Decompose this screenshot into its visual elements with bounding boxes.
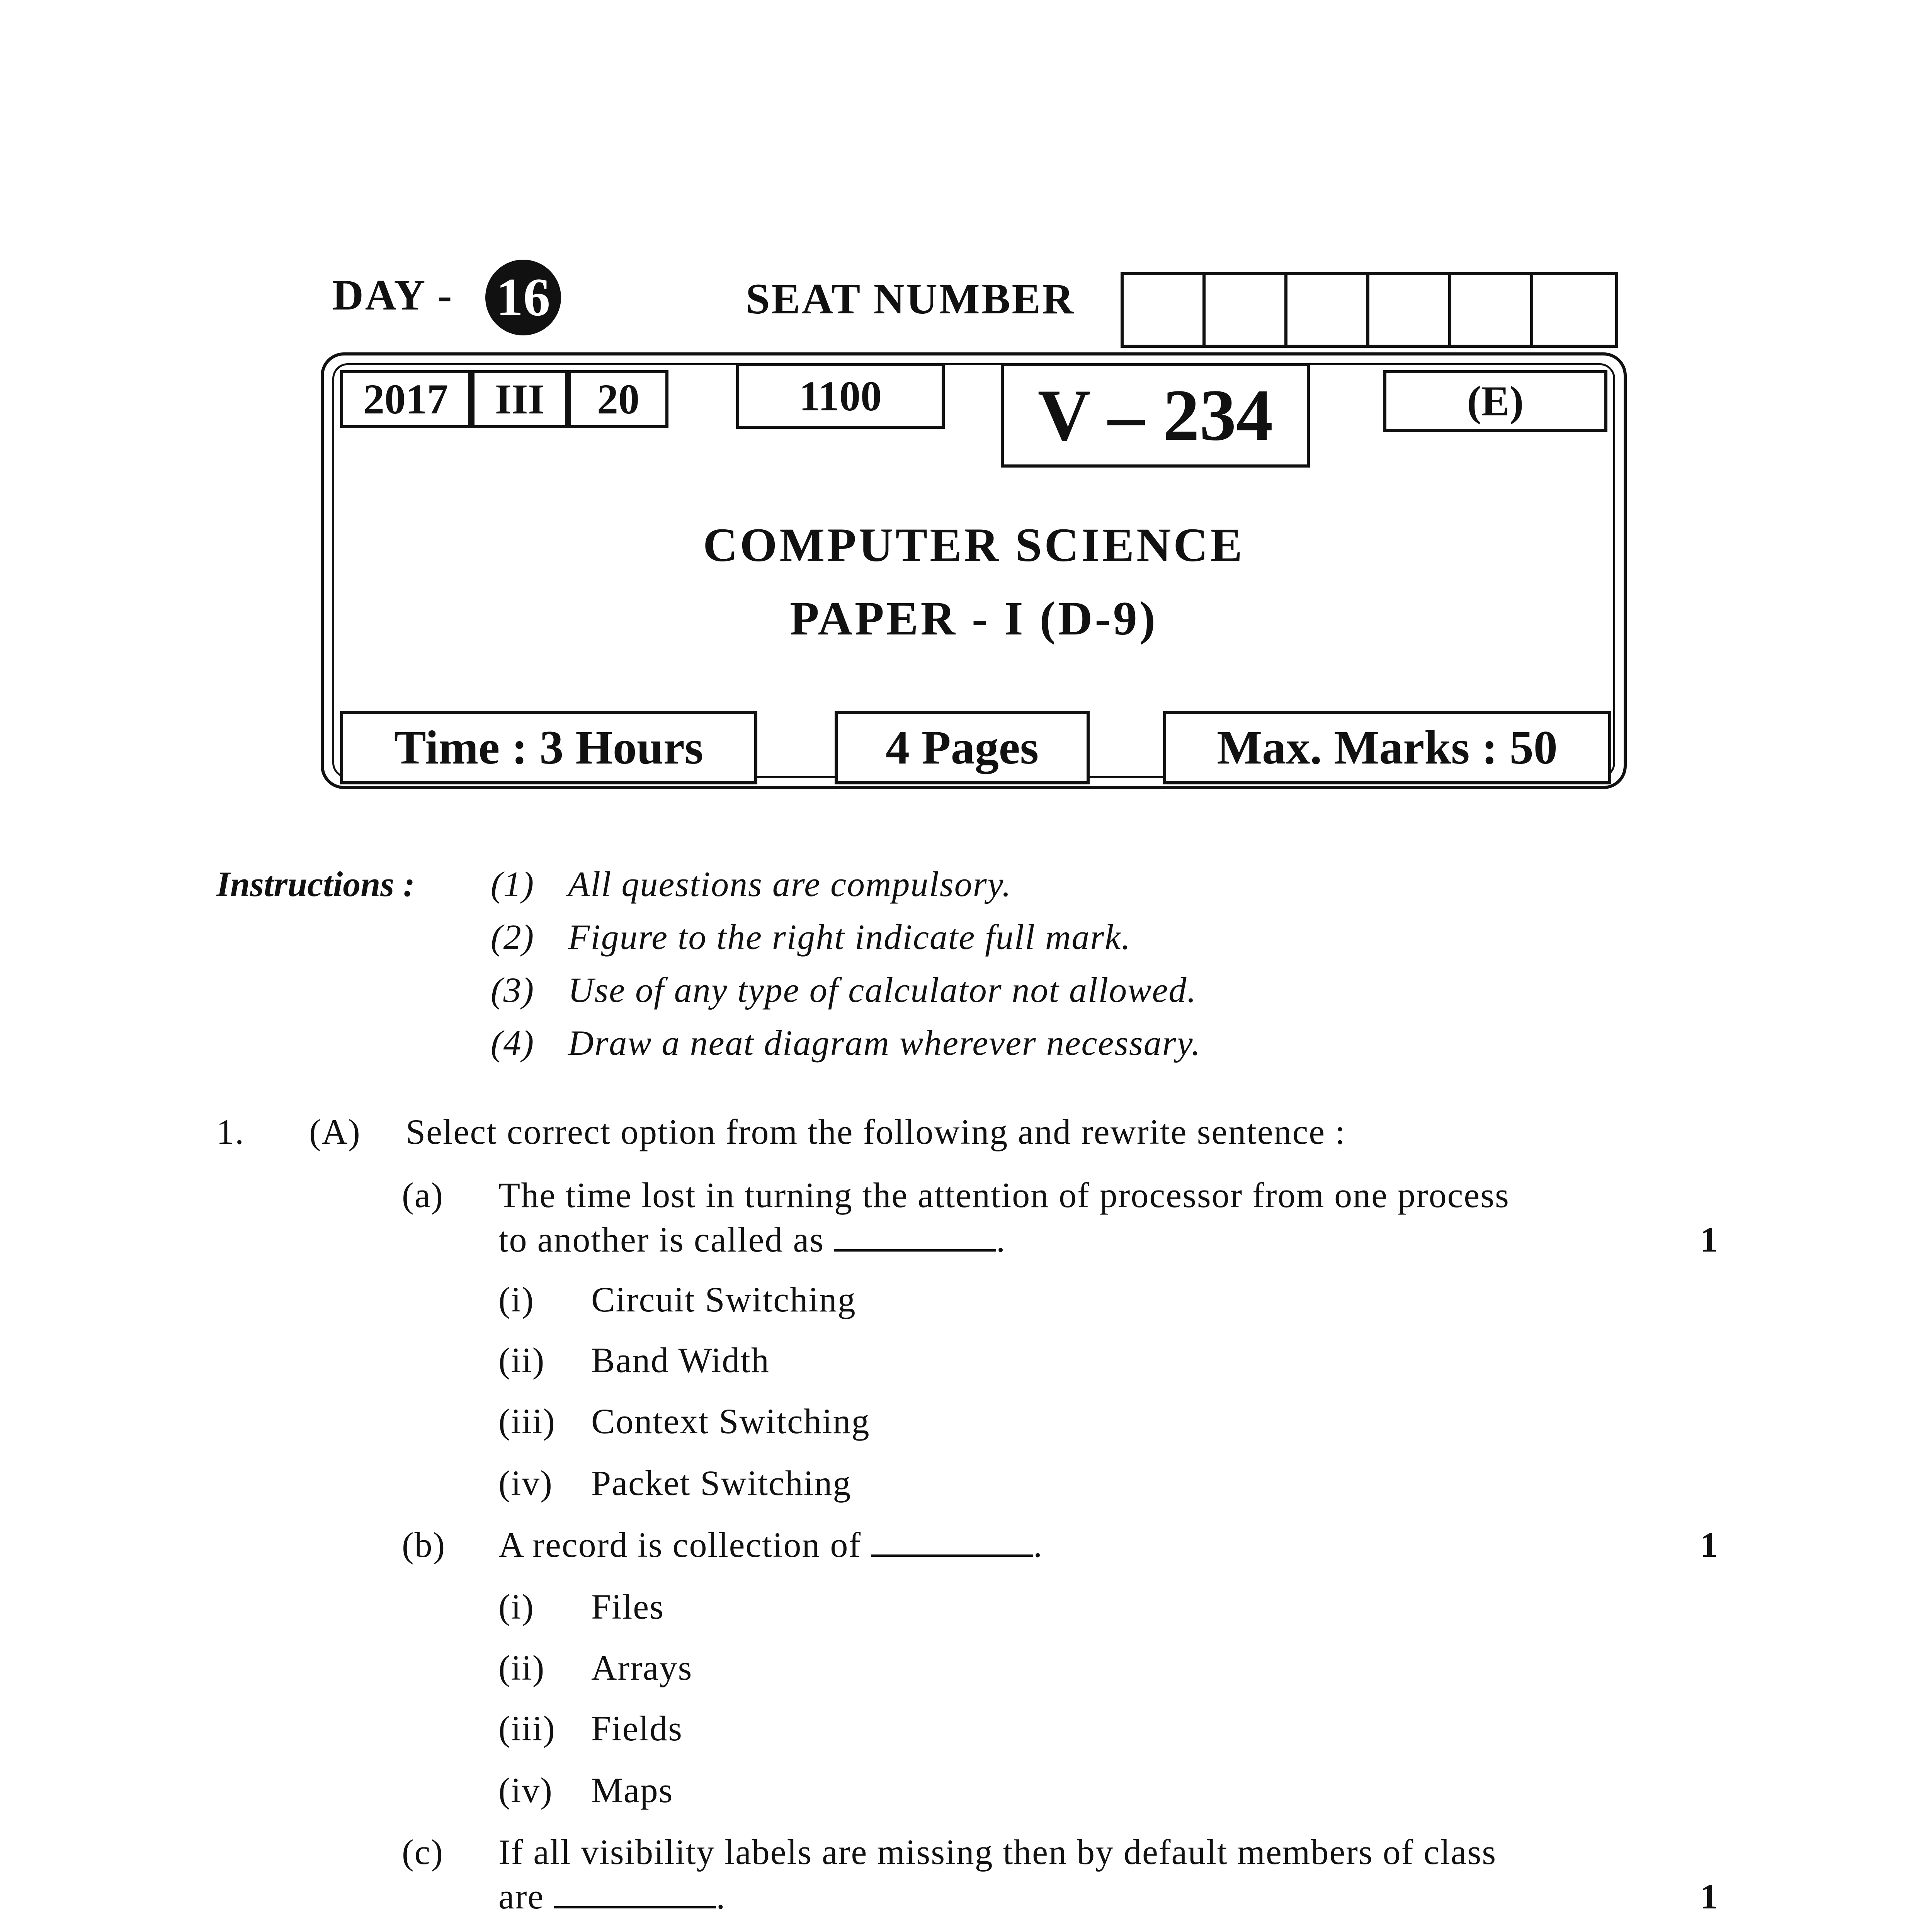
paper-code: V – 234 [1001, 363, 1310, 468]
sub-question-text-line2 [498, 1876, 726, 1917]
exam-year: 2017 [340, 370, 471, 428]
question-part: (A) [309, 1112, 361, 1151]
option-number: (iii) [498, 1709, 556, 1748]
day-label: DAY - [332, 271, 454, 319]
option-number: (ii) [498, 1340, 545, 1380]
exam-month: III [471, 370, 568, 428]
exam-time-code: 1100 [736, 363, 945, 429]
instruction-number: (1) [491, 864, 535, 904]
sub-question-text: are [498, 1877, 544, 1916]
option-number: (iv) [498, 1770, 553, 1810]
seat-digit-box [1369, 275, 1451, 345]
subject-title: COMPUTER SCIENCE [703, 519, 1245, 571]
option-text: Maps [591, 1770, 673, 1810]
option-number: (i) [498, 1280, 534, 1319]
pages-box: 4 Pages [835, 711, 1090, 784]
option-text: Circuit Switching [591, 1280, 856, 1319]
sub-question-label: (b) [402, 1525, 446, 1565]
sentence-end: . [716, 1877, 726, 1916]
seat-digit-box [1451, 275, 1533, 345]
option-number: (iv) [498, 1463, 553, 1503]
sub-question-label: (c) [402, 1832, 444, 1872]
instruction-text: All questions are compulsory. [568, 864, 1012, 904]
seat-number-label: SEAT NUMBER [746, 275, 1075, 323]
sub-question-label: (a) [402, 1175, 444, 1215]
instruction-number: (4) [491, 1023, 535, 1063]
instruction-text: Draw a neat diagram wherever necessary. [568, 1023, 1201, 1063]
question-number: 1. [216, 1112, 245, 1151]
sub-question-text: A record is collection of [498, 1525, 862, 1565]
instruction-number: (2) [491, 917, 535, 957]
option-number: (i) [498, 1587, 534, 1626]
question-heading: Select correct option from the following and rewrite sentence : [406, 1112, 1346, 1151]
option-text: Fields [591, 1709, 683, 1748]
exam-date: 20 [568, 370, 668, 428]
marks-value: 1 [1700, 1525, 1718, 1565]
max-marks-box: Max. Marks : 50 [1163, 711, 1611, 784]
time-box: Time : 3 Hours [340, 711, 757, 784]
sub-question-text: to another is called as [498, 1220, 825, 1259]
sub-question-text-line2 [498, 1219, 1006, 1260]
sub-question-text: The time lost in turning the attention of processor from one process [498, 1175, 1510, 1215]
day-number-badge: 16 [485, 260, 561, 335]
instructions-label: Instructions : [216, 864, 415, 904]
sentence-end: . [1033, 1525, 1043, 1565]
option-text: Files [591, 1587, 664, 1626]
option-text: Arrays [591, 1648, 693, 1687]
option-text: Context Switching [591, 1401, 870, 1441]
marks-value: 1 [1700, 1220, 1718, 1259]
seat-number-boxes [1121, 272, 1618, 348]
answer-blank [554, 1879, 716, 1908]
option-number: (ii) [498, 1648, 545, 1687]
language-code: (E) [1383, 370, 1607, 432]
sub-question-text: If all visibility labels are missing then by default members of class [498, 1832, 1497, 1872]
sub-question-text-line1 [498, 1524, 1043, 1565]
marks-value: 1 [1700, 1877, 1718, 1916]
option-text: Packet Switching [591, 1463, 852, 1503]
sentence-end: . [996, 1220, 1006, 1259]
instruction-number: (3) [491, 970, 535, 1010]
paper-title: PAPER - I (D-9) [789, 592, 1158, 645]
option-number: (iii) [498, 1401, 556, 1441]
seat-digit-box [1124, 275, 1206, 345]
option-text: Band Width [591, 1340, 770, 1380]
answer-blank [871, 1527, 1033, 1557]
instruction-text: Figure to the right indicate full mark. [568, 917, 1131, 957]
seat-digit-box [1533, 275, 1615, 345]
instruction-text: Use of any type of calculator not allowed. [568, 970, 1197, 1010]
seat-digit-box [1287, 275, 1369, 345]
seat-digit-box [1206, 275, 1287, 345]
answer-blank [834, 1222, 996, 1252]
